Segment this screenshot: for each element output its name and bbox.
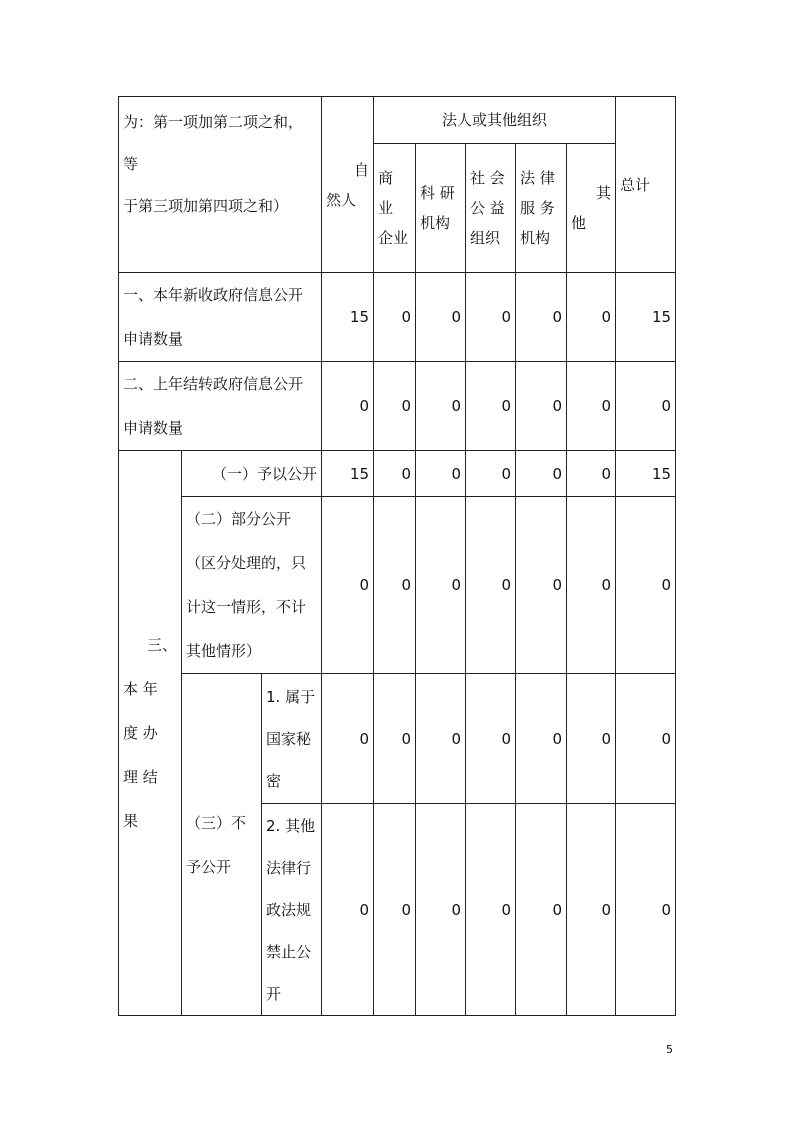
row3c1-value: 0 [567,674,616,804]
row3c2-value: 0 [322,804,374,1016]
row2-value: 0 [322,362,374,451]
header-other [567,144,616,273]
row2-value: 0 [516,362,567,451]
header-commercial: 商 业 企业 [374,144,416,273]
header-other-2: 他 [571,214,587,232]
row3c1-value: 0 [322,674,374,804]
header-social: 社 会 公 益 组织 [466,144,516,273]
row3b-value: 0 [322,497,374,674]
row3c2-value: 0 [516,804,567,1016]
row1-value: 0 [416,273,466,362]
row3b-label: （二）部分公开（区分处理的，只计这一情形，不计其他情形） [182,497,322,674]
row2-label: 二、上年结转政府信息公开申请数量 [119,362,322,451]
row3c1-label: 1. 属于国家秘密 [262,674,322,804]
header-intro-line1: 为：第一项加第二项之和，等 [123,113,304,173]
row3a-value: 0 [567,451,616,497]
row3a-value: 0 [416,451,466,497]
row3c-label: （三）不予公开 [182,674,262,1016]
row3c1-value: 0 [374,674,416,804]
row3a-value: 0 [374,451,416,497]
section3-label [119,451,182,1016]
header-total: 总计 [616,97,676,273]
section3-label-2: 本 年 度 办 理 结 果 [123,680,158,830]
row1-label: 一、本年新收政府信息公开申请数量 [119,273,322,362]
row3b-value: 0 [567,497,616,674]
row3c2-value: 0 [466,804,516,1016]
header-legal-service: 法 律 服 务 机构 [516,144,567,273]
header-legal-group: 法人或其他组织 [374,97,616,144]
row3c2-value: 0 [416,804,466,1016]
header-natural-person-2: 然人 [326,190,357,209]
statistics-table [118,96,676,1016]
row3b-value: 0 [416,497,466,674]
section3-label-1: 三、 [146,636,177,654]
header-intro-line2: 于第三项加第四项之和） [123,197,289,215]
row3b-value: 0 [516,497,567,674]
row1-value: 15 [616,273,676,362]
row3c2-value: 0 [616,804,676,1016]
header-other-1: 其 [596,184,612,202]
row2-value: 0 [466,362,516,451]
row3a-value: 15 [616,451,676,497]
header-research: 科 研 机构 [416,144,466,273]
header-natural-person-1: 自 [354,160,370,179]
row2-value: 0 [567,362,616,451]
row1-value: 0 [516,273,567,362]
row3c1-value: 0 [466,674,516,804]
row2-value: 0 [374,362,416,451]
row3a-value: 0 [516,451,567,497]
page-number: 5 [666,1043,673,1056]
row3b-value: 0 [374,497,416,674]
row3c1-value: 0 [416,674,466,804]
row3b-value: 0 [466,497,516,674]
header-intro [119,97,322,273]
row1-value: 0 [466,273,516,362]
row2-value: 0 [616,362,676,451]
row3c1-value: 0 [516,674,567,804]
header-natural-person [322,97,374,273]
row3c2-label: 2. 其他法律行政法规禁止公开 [262,804,322,1016]
row3c1-value: 0 [616,674,676,804]
row1-value: 0 [567,273,616,362]
row1-value: 0 [374,273,416,362]
row3a-label: （一）予以公开 [182,451,322,497]
row3c2-value: 0 [567,804,616,1016]
row2-value: 0 [416,362,466,451]
row3a-value: 0 [466,451,516,497]
row3c2-value: 0 [374,804,416,1016]
row3b-value: 0 [616,497,676,674]
row3a-value: 15 [322,451,374,497]
row1-value: 15 [322,273,374,362]
